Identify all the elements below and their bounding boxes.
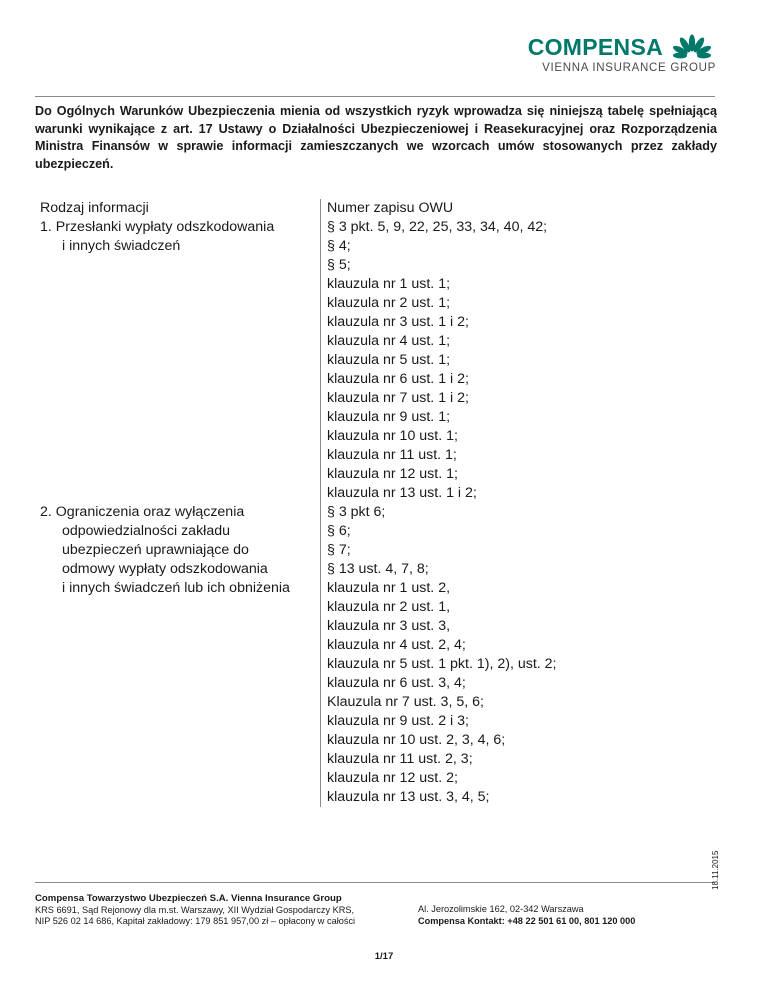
entry-line: § 3 pkt 6; [327, 504, 386, 520]
entry-line: § 4; [327, 238, 351, 254]
footer-contact: Compensa Kontakt: +48 22 501 61 00, 801 120 000 [418, 915, 636, 926]
entry-line: klauzula nr 6 ust. 3, 4; [327, 675, 466, 691]
entry-line: klauzula nr 4 ust. 2, 4; [327, 637, 466, 653]
entry-line: klauzula nr 9 ust. 1; [327, 409, 451, 425]
footer-company-info [35, 893, 355, 928]
table-row [35, 218, 717, 503]
entry-line: klauzula nr 2 ust. 1; [327, 295, 451, 311]
row-label [35, 503, 320, 807]
header-divider [35, 96, 715, 97]
header-info-type: Rodzaj informacji [40, 200, 149, 216]
entry-line: klauzula nr 10 ust. 1; [327, 428, 458, 444]
footer-address: Al. Jerozolimskie 162, 02-342 Warszawa [418, 904, 584, 914]
entry-line: klauzula nr 13 ust. 3, 4, 5; [327, 789, 490, 805]
row-entries [320, 503, 707, 807]
label-line: ubezpieczeń uprawniające do [62, 542, 249, 558]
entry-line: klauzula nr 1 ust. 2, [327, 580, 451, 596]
entry-line: Klauzula nr 7 ust. 3, 5, 6; [327, 694, 484, 710]
entry-line: § 13 ust. 4, 7, 8; [327, 561, 429, 577]
label-line: i innych świadczeń [62, 238, 181, 254]
page-number: 1/17 [374, 951, 394, 962]
label-line: i innych świadczeń lub ich obniżenia [62, 580, 290, 596]
company-logo [528, 34, 716, 74]
entry-line: klauzula nr 11 ust. 1; [327, 447, 457, 463]
entry-line: klauzula nr 5 ust. 1 pkt. 1), 2), ust. 2; [327, 656, 557, 672]
label-line: 1. Przesłanki wypłaty odszkodowania [40, 219, 275, 235]
entry-line: klauzula nr 6 ust. 1 i 2; [327, 371, 469, 387]
entry-line: § 6; [327, 523, 351, 539]
label-line: odpowiedzialności zakładu [62, 523, 230, 539]
table-header [35, 199, 717, 218]
header-owu-number: Numer zapisu OWU [320, 199, 707, 218]
entry-line: klauzula nr 3 ust. 3, [327, 618, 451, 634]
footer-registry: KRS 6691, Sąd Rejonowy dla m.st. Warszawy, XII Wydział Gospodarczy KRS, [35, 904, 355, 915]
leaf-emblem-icon [668, 34, 716, 60]
brand-tagline: VIENNA INSURANCE GROUP [542, 62, 716, 74]
table-row [35, 503, 717, 807]
label-line: odmowy wypłaty odszkodowania [62, 561, 268, 577]
entry-line: klauzula nr 10 ust. 2, 3, 4, 6; [327, 732, 506, 748]
row-label [35, 218, 320, 503]
document-date: 18.11.2015 [711, 850, 720, 890]
entry-line: klauzula nr 9 ust. 2 i 3; [327, 713, 469, 729]
row-entries [320, 218, 707, 503]
label-line: 2. Ograniczenia oraz wyłączenia [40, 504, 245, 520]
entry-line: klauzula nr 12 ust. 1; [327, 466, 458, 482]
footer-contact-info [418, 904, 635, 927]
entry-line: klauzula nr 1 ust. 1; [327, 276, 451, 292]
entry-line: klauzula nr 5 ust. 1; [327, 352, 451, 368]
footer-company-name: Compensa Towarzystwo Ubezpieczeń S.A. Vienna Insurance Group [35, 893, 342, 904]
brand-name: COMPENSA [527, 34, 663, 60]
entry-line: § 3 pkt. 5, 9, 22, 25, 33, 34, 40, 42; [327, 219, 548, 235]
footer-capital: NIP 526 02 14 686, Kapitał zakładowy: 179 851 957,00 zł – opłacony w całości [35, 916, 356, 926]
owu-reference-table [35, 199, 717, 807]
entry-line: klauzula nr 13 ust. 1 i 2; [327, 485, 477, 501]
entry-line: klauzula nr 7 ust. 1 i 2; [327, 390, 469, 406]
entry-line: klauzula nr 3 ust. 1 i 2; [327, 314, 469, 330]
intro-paragraph: Do Ogólnych Warunków Ubezpieczenia mienia od wszystkich ryzyk wprowadza się niniejszą tabelę spełniającą warunki wynikające z art. 17 Ustawy o Działalności Ubezpieczeniowej i Reasekuracyjnej oraz Rozporządzenia Ministra Finansów w sprawie informacji zamieszczanych we wzorcach umów stosowanych przez zakłady ubezpieczeń. [35, 104, 717, 171]
entry-line: § 5; [327, 257, 351, 273]
footer-divider [35, 882, 715, 883]
entry-line: klauzula nr 2 ust. 1, [327, 599, 451, 615]
entry-line: § 7; [327, 542, 351, 558]
entry-line: klauzula nr 4 ust. 1; [327, 333, 451, 349]
entry-line: klauzula nr 11 ust. 2, 3; [327, 751, 473, 767]
entry-line: klauzula nr 12 ust. 2; [327, 770, 458, 786]
